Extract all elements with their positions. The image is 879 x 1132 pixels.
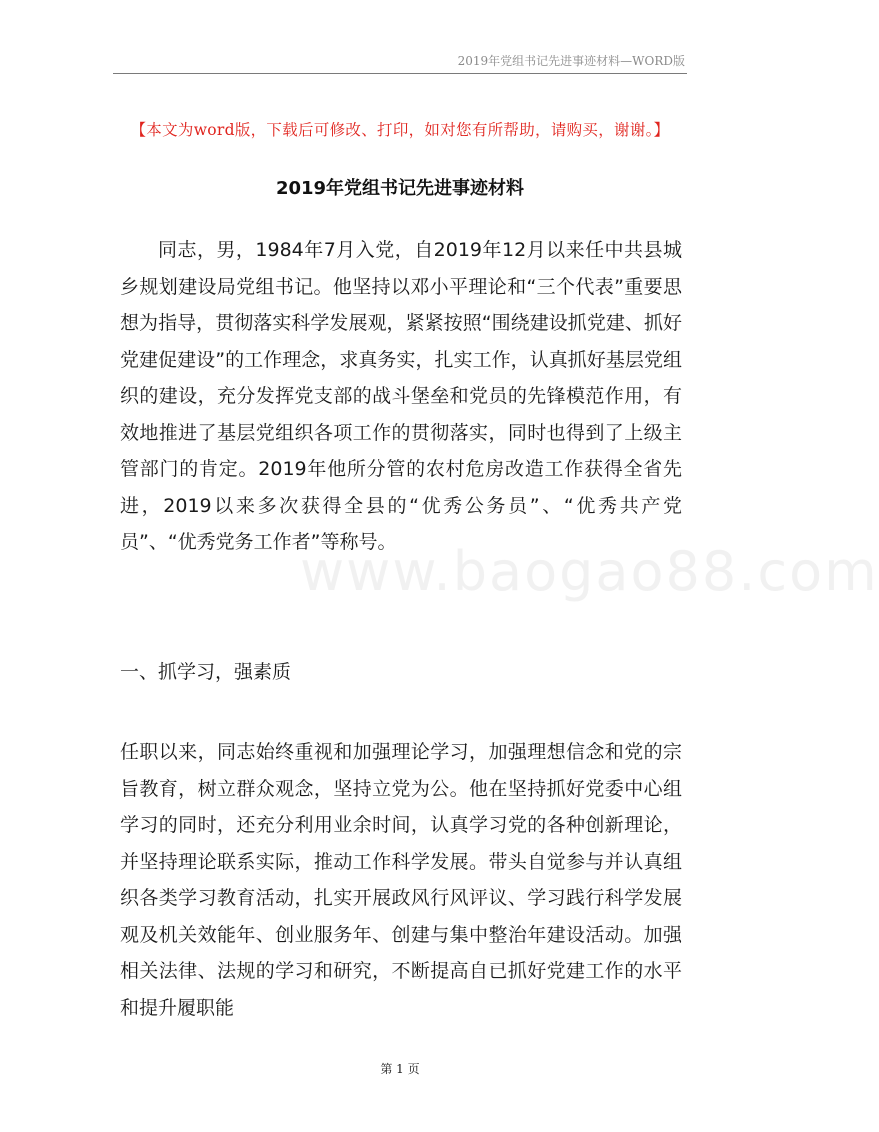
watermark: www.baogao88.com <box>300 540 879 603</box>
header-divider <box>113 73 687 74</box>
paragraph-study: 任职以来，同志始终重视和加强理论学习，加强理想信念和党的宗旨教育，树立群众观念，坚持立党为公。他在坚持抓好党委中心组学习的同时，还充分利用业余时间，认真学习党的各种创新理论，并坚持理论联系实际，推动工作科学发展。带头自觉参与并认真组织各类学习教育活动，扎实开展政风行风评议、学习践行科学发展观及机关效能年、创业服务年、创建与集中整治年建设活动。加强相关法律、法规的学习和研究，不断提高自已抓好党建工作的水平和提升履职能 <box>120 741 682 1019</box>
running-header: 2019年党组书记先进事迹材料—WORD版 <box>457 54 685 68</box>
purchase-notice: 【本文为word版，下载后可修改、打印，如对您有所帮助，请购买，谢谢。】 <box>130 121 670 139</box>
page-number: 第 1 页 <box>380 1062 420 1076</box>
document-title: 2019年党组书记先进事迹材料 <box>275 178 525 199</box>
section-heading-study: 一、抓学习，强素质 <box>120 661 292 683</box>
paragraph-intro: 同志，男，1984年7月入党，自2019年12月以来任中共县城乡规划建设局党组书记。他坚持以邓小平理论和“三个代表”重要思想为指导，贯彻落实科学发展观，紧紧按照“围绕建设抓党建、抓好党建促建设”的工作理念，求真务实，扎实工作，认真抓好基层党组织的建设，充分发挥党支部的战斗堡垒和党员的先锋模范作用，有效地推进了基层党组织各项工作的贯彻落实，同时也得到了上级主管部门的肯定。2019年他所分管的农村危房改造工作获得全省先进，2019以来多次获得全县的“优秀公务员”、“优秀共产党员”、“优秀党务工作者”等称号。 <box>120 239 682 553</box>
